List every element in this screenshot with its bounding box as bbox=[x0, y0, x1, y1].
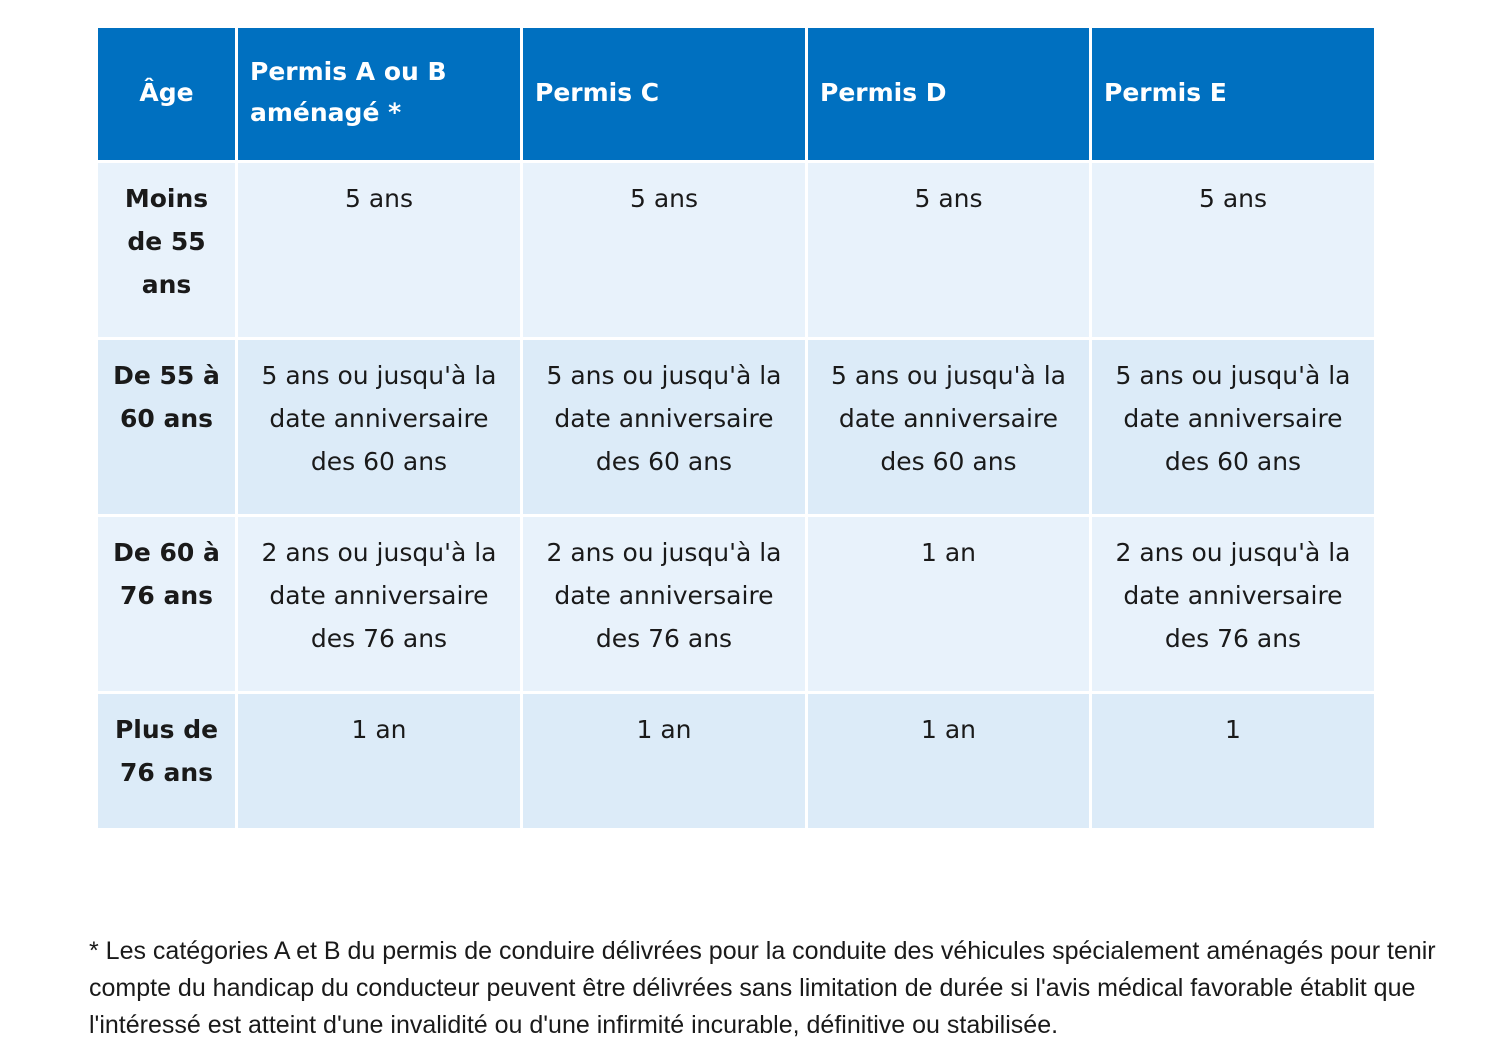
table-cell: 5 ans ou jusqu'à la date anniversaire des 60 ans bbox=[805, 340, 1089, 517]
header-age: Âge bbox=[98, 28, 235, 163]
table-cell: 1 an bbox=[235, 694, 520, 831]
table-row bbox=[98, 163, 1374, 340]
table-cell: 5 ans ou jusqu'à la date anniversaire des 60 ans bbox=[520, 340, 805, 517]
table-cell: 5 ans bbox=[1089, 163, 1374, 340]
table-cell: 5 ans ou jusqu'à la date anniversaire des 60 ans bbox=[235, 340, 520, 517]
table-cell: 5 ans ou jusqu'à la date anniversaire des 60 ans bbox=[1089, 340, 1374, 517]
row-age-label: Plus de 76 ans bbox=[98, 694, 235, 831]
validity-table-container bbox=[98, 28, 1374, 831]
table-cell: 5 ans bbox=[520, 163, 805, 340]
table-cell: 5 ans bbox=[235, 163, 520, 340]
table-cell: 1 an bbox=[805, 517, 1089, 694]
table-header-row bbox=[98, 28, 1374, 163]
validity-table bbox=[98, 28, 1374, 831]
table-cell: 2 ans ou jusqu'à la date anniversaire des 76 ans bbox=[1089, 517, 1374, 694]
table-cell: 2 ans ou jusqu'à la date anniversaire des 76 ans bbox=[520, 517, 805, 694]
table-cell: 5 ans bbox=[805, 163, 1089, 340]
table-cell: 1 bbox=[1089, 694, 1374, 831]
table-row bbox=[98, 517, 1374, 694]
header-permis-d: Permis D bbox=[805, 28, 1089, 163]
table-cell: 2 ans ou jusqu'à la date anniversaire des 76 ans bbox=[235, 517, 520, 694]
table-row bbox=[98, 340, 1374, 517]
header-permis-e: Permis E bbox=[1089, 28, 1374, 163]
header-permis-a-b: Permis A ou B aménagé * bbox=[235, 28, 520, 163]
header-permis-c: Permis C bbox=[520, 28, 805, 163]
table-cell: 1 an bbox=[520, 694, 805, 831]
table-cell: 1 an bbox=[805, 694, 1089, 831]
table-row bbox=[98, 694, 1374, 831]
footnote: * Les catégories A et B du permis de conduire délivrées pour la conduite des véhicules spécialement aménagés pour tenir compte du handicap du conducteur peuvent être délivrées sans limitation de durée si l'avis médical favorable établit que l'intéressé est atteint d'une invalidité ou d'une infirmité incurable, définitive ou stabilisée. bbox=[89, 937, 1436, 1039]
row-age-label: Moins de 55 ans bbox=[98, 163, 235, 340]
row-age-label: De 60 à 76 ans bbox=[98, 517, 235, 694]
row-age-label: De 55 à 60 ans bbox=[98, 340, 235, 517]
